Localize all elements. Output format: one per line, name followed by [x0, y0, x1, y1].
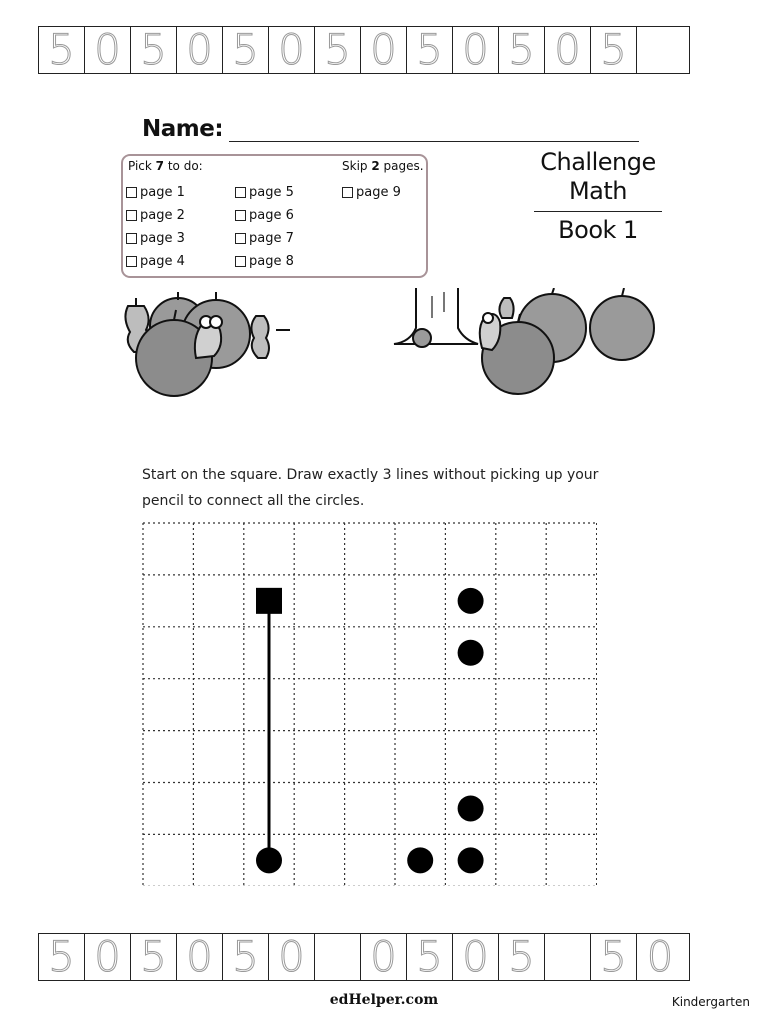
title-line-1: Challenge: [540, 148, 656, 176]
traceable-digit: 0: [370, 25, 397, 74]
traceable-digit: 5: [48, 25, 75, 74]
tracing-cell[interactable]: [637, 934, 683, 980]
tracing-cell[interactable]: [85, 27, 131, 73]
tracing-cell[interactable]: [407, 934, 453, 980]
tracing-cell[interactable]: [453, 27, 499, 73]
tracing-cell[interactable]: [39, 934, 85, 980]
tracing-cell[interactable]: [361, 27, 407, 73]
tracing-cell[interactable]: [545, 934, 591, 980]
page-checkbox-8[interactable]: page 8: [235, 254, 294, 269]
traceable-digit: 5: [324, 25, 351, 74]
tracing-cell[interactable]: [407, 27, 453, 73]
checkbox-icon[interactable]: [235, 210, 246, 221]
checkbox-icon[interactable]: [342, 187, 353, 198]
tracing-cell[interactable]: [177, 934, 223, 980]
tree-apples-worm-illustration-right: [384, 288, 656, 398]
target-circle: [458, 640, 484, 666]
tracing-cell[interactable]: [269, 934, 315, 980]
book-number: Book 1: [558, 216, 638, 244]
dot-puzzle-grid[interactable]: [142, 522, 597, 890]
page-checkbox-2[interactable]: page 2: [126, 208, 185, 223]
tracing-cell[interactable]: [499, 27, 545, 73]
page-checkbox-6[interactable]: page 6: [235, 208, 294, 223]
traceable-digit: 5: [48, 932, 75, 981]
puzzle-instructions: Start on the square. Draw exactly 3 lines without picking up your pencil to connect all the circles.: [142, 467, 599, 509]
tracing-cell[interactable]: [39, 27, 85, 73]
traceable-digit: 5: [140, 25, 167, 74]
checkbox-icon[interactable]: [235, 187, 246, 198]
checkbox-icon[interactable]: [126, 233, 137, 244]
traceable-digit: 0: [186, 932, 213, 981]
page-checkbox-3[interactable]: page 3: [126, 231, 185, 246]
traceable-digit: 5: [232, 25, 259, 74]
target-circle: [458, 588, 484, 614]
footer-grade-level: Kindergarten: [671, 995, 750, 1009]
tracing-cell[interactable]: [85, 934, 131, 980]
checkbox-icon[interactable]: [126, 187, 137, 198]
traceable-digit: 0: [94, 25, 121, 74]
traceable-digit: 5: [416, 25, 443, 74]
checkbox-icon[interactable]: [126, 210, 137, 221]
page-checkbox-9[interactable]: page 9: [342, 185, 401, 200]
name-row: [142, 116, 639, 142]
tracing-cell[interactable]: [177, 27, 223, 73]
tracing-cell[interactable]: [131, 27, 177, 73]
title-divider: [534, 211, 662, 212]
checkbox-icon[interactable]: [235, 256, 246, 267]
traceable-digit: 0: [94, 932, 121, 981]
page-checkbox-7[interactable]: page 7: [235, 231, 294, 246]
tracing-cell[interactable]: [637, 27, 683, 73]
tracing-cell[interactable]: [223, 27, 269, 73]
puzzle-grid-svg[interactable]: [142, 522, 597, 886]
traceable-digit: 0: [186, 25, 213, 74]
todo-checklist-box: [121, 154, 428, 278]
tracing-cell[interactable]: [499, 934, 545, 980]
traceable-digit: 0: [278, 932, 305, 981]
tracing-cell[interactable]: [131, 934, 177, 980]
tracing-cell[interactable]: [591, 934, 637, 980]
traceable-digit: 5: [140, 932, 167, 981]
tracing-cell[interactable]: [223, 934, 269, 980]
tracing-cell[interactable]: [361, 934, 407, 980]
checkbox-icon[interactable]: [235, 233, 246, 244]
tracing-cell[interactable]: [453, 934, 499, 980]
checkbox-icon[interactable]: [126, 256, 137, 267]
tracing-cell[interactable]: [545, 27, 591, 73]
page-checkbox-4[interactable]: page 4: [126, 254, 185, 269]
traceable-digit: 5: [600, 932, 627, 981]
bottom-tracing-strip: [38, 933, 690, 981]
tracing-cell[interactable]: [315, 934, 361, 980]
traceable-digit: 5: [508, 932, 535, 981]
traceable-digit: 0: [646, 932, 674, 981]
traceable-digit: 0: [278, 25, 305, 74]
page-checkbox-1[interactable]: page 1: [126, 185, 185, 200]
title-line-2: Math: [568, 177, 628, 205]
target-circle: [256, 847, 282, 873]
target-circle: [458, 795, 484, 821]
skip-instruction: Skip 2 pages.: [342, 159, 424, 173]
book-title-block: [534, 148, 662, 245]
target-circle: [407, 847, 433, 873]
target-circle: [458, 847, 484, 873]
tracing-cell[interactable]: [269, 27, 315, 73]
traceable-digit: 0: [554, 25, 581, 74]
page-checkbox-5[interactable]: page 5: [235, 185, 294, 200]
apples-worm-illustration-left: [110, 288, 310, 398]
name-write-line[interactable]: [229, 119, 639, 142]
traceable-digit: 5: [232, 932, 259, 981]
start-square: [256, 588, 282, 614]
name-label: Name:: [142, 116, 224, 142]
traceable-digit: 5: [416, 932, 443, 981]
traceable-digit: 0: [462, 25, 489, 74]
top-tracing-strip: [38, 26, 690, 74]
tracing-cell[interactable]: [591, 27, 637, 73]
footer-brand: edHelper.com: [329, 992, 439, 1008]
traceable-digit: 0: [462, 932, 489, 981]
tracing-cell[interactable]: [315, 27, 361, 73]
pick-instruction: Pick 7 to do:: [128, 159, 203, 173]
traceable-digit: 5: [600, 25, 627, 74]
traceable-digit: 0: [370, 932, 397, 981]
traceable-digit: 5: [508, 25, 535, 74]
